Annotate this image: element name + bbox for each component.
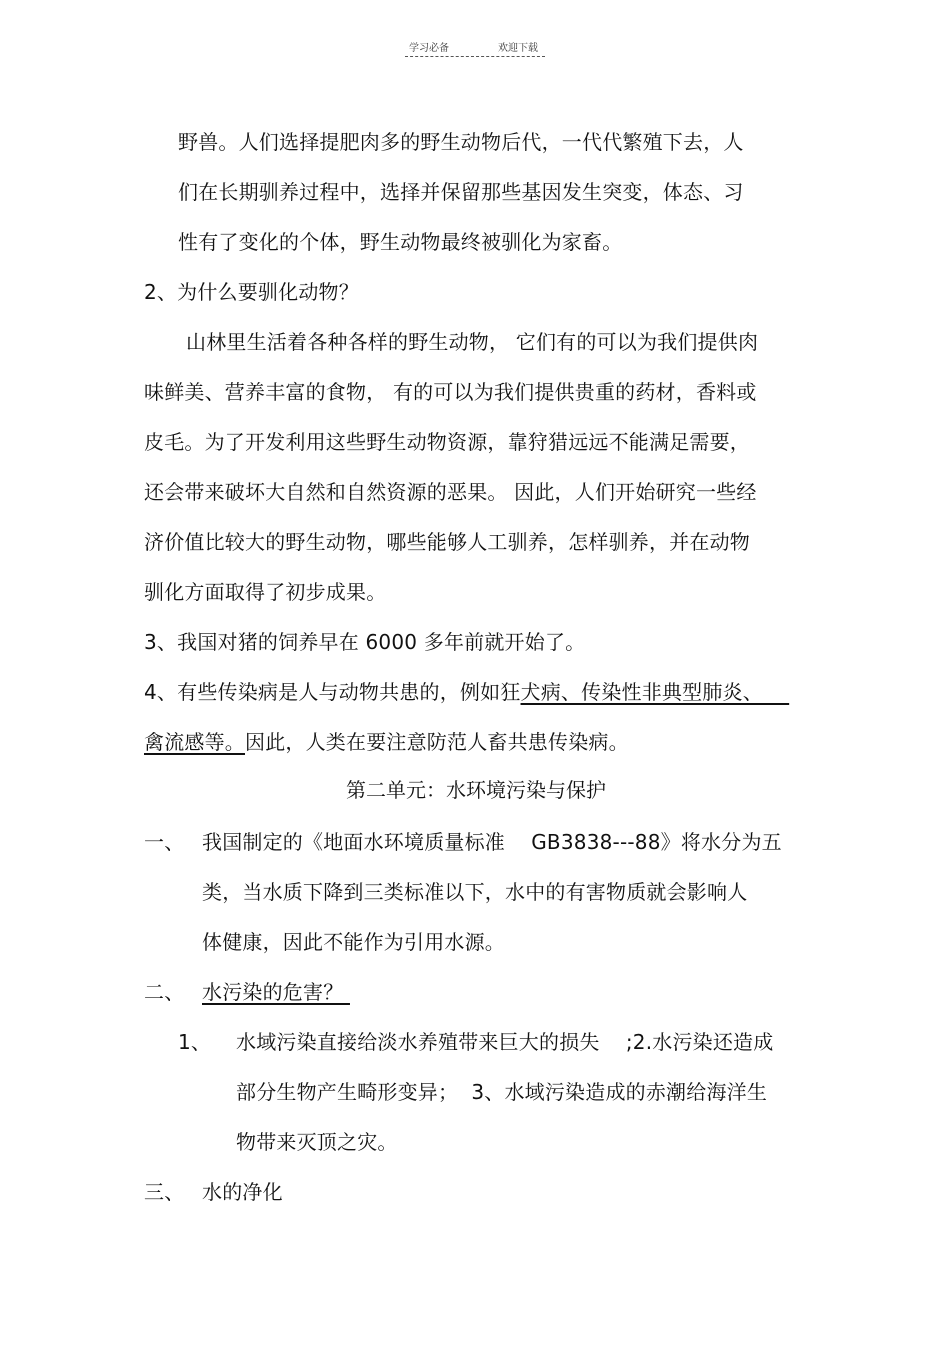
paragraph-line: 体健康，因此不能作为引用水源。 — [202, 930, 505, 954]
section-heading: 水污染的危害？ — [202, 980, 350, 1004]
paragraph-line: 味鲜美、营养丰富的食物， 有的可以为我们提供贵重的药材，香料或 — [144, 380, 757, 404]
section-number: 一、 — [144, 830, 185, 854]
section-number: 三、 — [144, 1180, 185, 1204]
header-right-text: 欢迎下载 — [498, 43, 538, 54]
paragraph-line: 们在长期驯养过程中，选择并保留那些基因发生突变，体态、习 — [178, 180, 744, 204]
header-left-text: 学习必备 — [409, 43, 449, 54]
paragraph-text: 因此，人类在要注意防范人畜共患传染病。 — [245, 730, 629, 754]
section-heading: 水的净化 — [202, 1180, 283, 1204]
underlined-text: 禽流感等。 — [144, 730, 245, 754]
question-heading: 3、我国对猪的饲养早在 6000 多年前就开始了。 — [144, 630, 586, 654]
paragraph-line: 我国制定的《地面水环境质量标准 GB3838---88》将水分为五 — [202, 830, 782, 854]
unit-title: 第二单元：水环境污染与保护 — [346, 778, 606, 802]
page-header — [405, 38, 545, 57]
paragraph-line: 水域污染直接给淡水养殖带来巨大的损失 ;2.水污染还造成 — [236, 1030, 774, 1054]
paragraph-line: 部分生物产生畸形变异； 3、水域污染造成的赤潮给海洋生 — [236, 1080, 768, 1104]
paragraph-text: 4、有些传染病是人与动物共患的，例如狂 — [144, 680, 521, 704]
paragraph-line: 山林里生活着各种各样的野生动物， 它们有的可以为我们提供肉 — [186, 330, 759, 354]
paragraph-line: 驯化方面取得了初步成果。 — [144, 580, 387, 604]
question-heading: 2、为什么要驯化动物？ — [144, 280, 359, 304]
paragraph-line — [144, 730, 629, 754]
paragraph-line: 性有了变化的个体，野生动物最终被驯化为家畜。 — [178, 230, 623, 254]
section-number: 二、 — [144, 980, 185, 1004]
paragraph-line: 皮毛。为了开发利用这些野生动物资源，靠狩猎远远不能满足需要， — [144, 430, 750, 454]
paragraph-line: 野兽。人们选择提肥肉多的野生动物后代，一代代繁殖下去，人 — [178, 130, 744, 154]
paragraph-line: 还会带来破坏大自然和自然资源的恶果。 因此，人们开始研究一些经 — [144, 480, 757, 504]
paragraph-line: 类，当水质下降到三类标准以下，水中的有害物质就会影响人 — [202, 880, 748, 904]
paragraph-line: 济价值比较大的野生动物，哪些能够人工驯养，怎样驯养，并在动物 — [144, 530, 750, 554]
paragraph-line — [144, 680, 789, 704]
item-number: 1、 — [178, 1030, 212, 1054]
underlined-text: 犬病、传染性非典型肺炎、 — [520, 680, 790, 704]
paragraph-line: 物带来灭顶之灾。 — [236, 1130, 398, 1154]
